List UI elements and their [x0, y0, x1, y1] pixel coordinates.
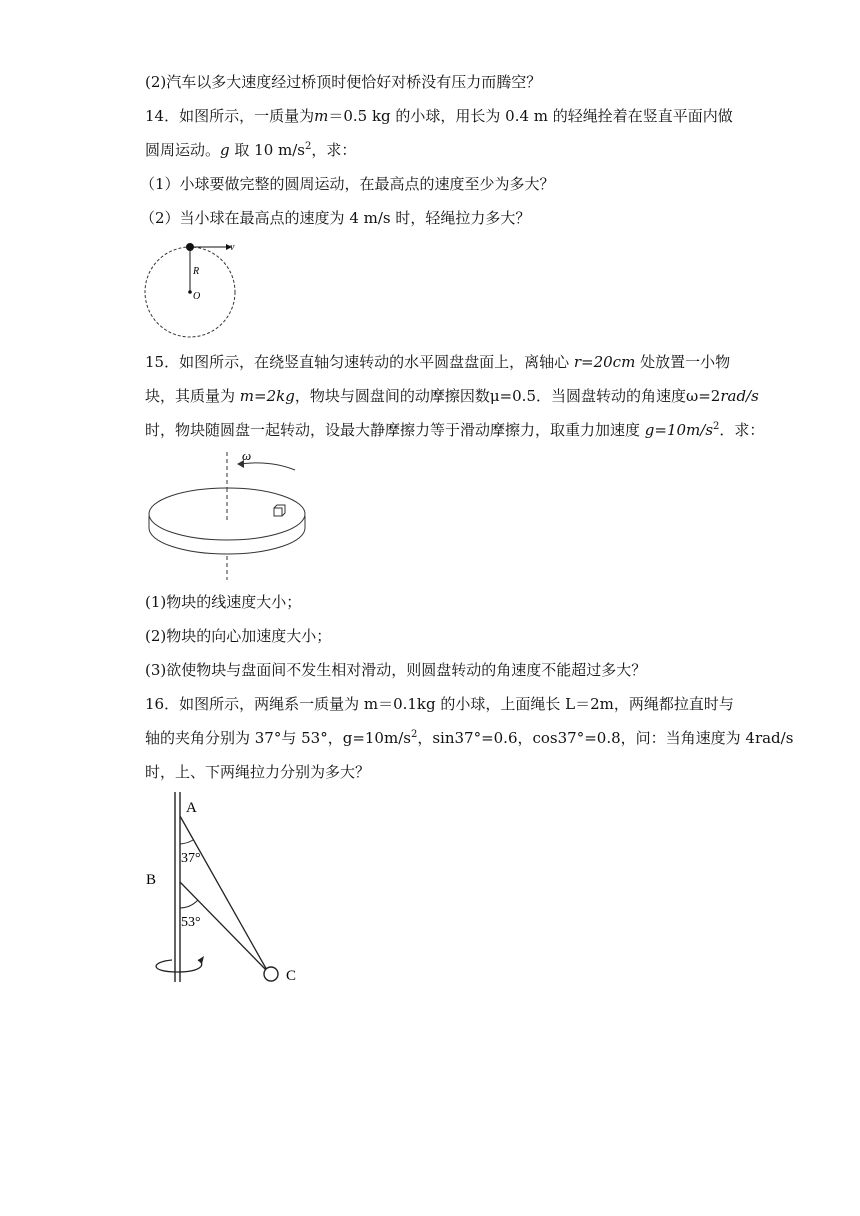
q15-block [274, 508, 282, 516]
q16-angle-37: 37° [181, 851, 201, 866]
q16-angle-arc-53 [180, 900, 198, 908]
q16-label-A: A [186, 800, 197, 816]
q14-sup: 2 [305, 141, 312, 152]
q15-stem-e: 时，物块随圆盘一起转动，设最大静摩擦力等于滑动摩擦力，取重力加速度 [145, 421, 645, 439]
q15-stem-a: 15．如图所示，在绕竖直轴匀速转动的水平圆盘盘面上，离轴心 [145, 353, 574, 371]
q14-label-O: O [193, 291, 201, 302]
q16-stem-b: ，sin37°=0.6，cos37°=0.8，问：当角速度为 4rad/s [417, 729, 794, 747]
q16-label-B: B [146, 872, 157, 888]
q15-stem-line3 [145, 420, 764, 440]
q15-unit: rad/s [720, 387, 759, 405]
q16-stem-line3: 时，上、下两绳拉力分别为多大？ [145, 763, 371, 781]
q14-var-m: m [314, 107, 329, 125]
q16-stem-a: 轴的夹角分别为 37°与 53°，g=10m/s [145, 729, 411, 747]
q14-sub1: （1）小球要做完整的圆周运动，在最高点的速度至少为多大？ [140, 175, 555, 193]
q15-stem-f: ．求： [719, 421, 765, 439]
q14-stem-line2 [145, 140, 356, 160]
q14-stem-line1 [145, 106, 733, 126]
q14-stem-e: ，求： [311, 141, 357, 159]
q14-stem-d: 取 10 m/s [229, 141, 305, 159]
q16-rotation-arrowhead [198, 956, 204, 964]
q16-upper-rope [180, 816, 268, 972]
q15-rotation-arc [240, 463, 295, 470]
q14-var-g: g [220, 141, 230, 159]
q15-stem-line1 [145, 352, 730, 372]
q16-angle-arc-37 [180, 840, 193, 844]
q14-circle-diagram [140, 236, 250, 340]
q16-rope-diagram [140, 790, 310, 986]
q16-sup: 2 [410, 729, 418, 740]
q15-stem-line2 [145, 386, 759, 406]
q14-stem-a: 14．如图所示，一质量为 [145, 107, 315, 125]
q16-ball [264, 967, 278, 981]
q16-label-C: C [286, 968, 297, 984]
q15-sub3: (3)欲使物块与盘面间不发生相对滑动，则圆盘转动的角速度不能超过多大？ [145, 661, 647, 679]
q15-var-g: g=10m/s [644, 421, 714, 439]
q16-stem-line1: 16．如图所示，两绳系一质量为 m＝0.1kg 的小球，上面绳长 L＝2m，两绳都拉直时与 [145, 695, 734, 713]
q14-center-dot [188, 290, 192, 294]
q14-sub2: （2）当小球在最高点的速度为 4 m/s 时，轻绳拉力多大？ [140, 209, 531, 227]
q16-angle-53: 53° [181, 915, 201, 930]
q15-var-r: r=20cm [573, 353, 636, 371]
q15-stem-b: 处放置一小物 [635, 353, 731, 371]
q15-label-omega: ω [242, 448, 252, 463]
q14-label-v: v [230, 242, 235, 253]
q14-stem-b: ＝0.5 kg 的小球，用长为 0.4 m 的轻绳拴着在竖直平面内做 [328, 107, 733, 125]
q15-sub1: (1)物块的线速度大小； [145, 593, 302, 611]
q15-sup: 2 [713, 421, 720, 432]
q15-stem-d: ，物块与圆盘间的动摩擦因数μ=0.5．当圆盘转动的角速度ω=2 [294, 387, 721, 405]
q16-stem-line2 [145, 728, 793, 748]
q15-var-m: m=2kg [239, 387, 295, 405]
q15-sub2: (2)物块的向心加速度大小； [145, 627, 332, 645]
q14-stem-c: 圆周运动。 [145, 141, 221, 159]
q15-stem-c: 块，其质量为 [145, 387, 240, 405]
q16-rotation-arrow [156, 960, 202, 972]
q15-disk-diagram [145, 448, 315, 582]
q14-label-R: R [193, 266, 200, 277]
q14-ball [186, 243, 194, 251]
q13-sub2: (2)汽车以多大速度经过桥顶时便恰好对桥没有压力而腾空？ [145, 73, 542, 91]
